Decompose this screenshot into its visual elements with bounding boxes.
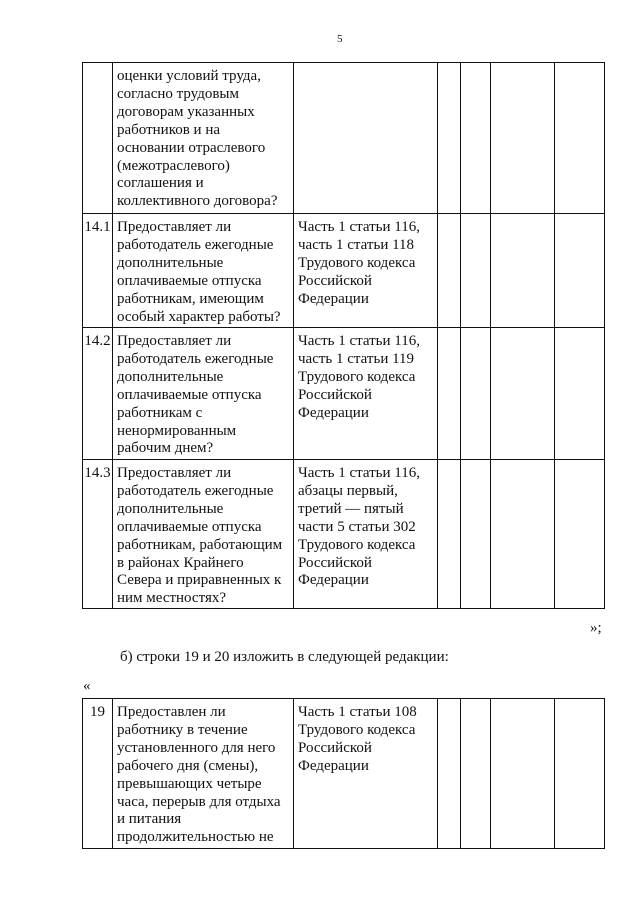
amendment-instruction: б) строки 19 и 20 изложить в следующей редакции: — [120, 649, 449, 665]
amended-rows-table — [82, 698, 605, 849]
question-line: работодатель ежегодные — [117, 350, 274, 367]
question-line: работникам, работающим — [117, 536, 283, 553]
answer-no-cell — [461, 460, 491, 609]
question-line: дополнительные — [117, 254, 224, 271]
question-line: работникам, имеющим — [117, 290, 264, 307]
answer-yes-cell — [438, 328, 461, 460]
table-row — [83, 214, 605, 328]
question-line: работников и на — [117, 121, 221, 138]
answer-not-applicable-cell — [491, 460, 555, 609]
legal-reference-line: абзацы первый, — [298, 482, 398, 499]
notes-cell — [555, 328, 605, 460]
legal-reference-cell — [294, 460, 438, 609]
question-line: превышающих четыре — [117, 775, 262, 792]
question-line: Предоставляет ли — [117, 465, 232, 481]
question-line: дополнительные — [117, 368, 224, 385]
question-line: Предоставляет ли — [117, 333, 232, 349]
question-line: оценки условий труда, — [117, 68, 261, 84]
legal-reference-line: Трудового кодекса — [298, 536, 416, 553]
row-number: 19 — [83, 699, 113, 849]
question-line: оплачиваемые отпуска — [117, 518, 262, 535]
answer-not-applicable-cell — [491, 214, 555, 328]
table-row — [83, 328, 605, 460]
answer-yes-cell — [438, 460, 461, 609]
closing-quote: »; — [590, 620, 602, 636]
legal-reference-line: Российской — [298, 272, 372, 289]
legal-reference-line: Часть 1 статьи 108 — [298, 704, 417, 720]
question-line: коллективного договора? — [117, 193, 278, 210]
question-line: Предоставляет ли — [117, 219, 232, 235]
question-cell — [113, 328, 294, 460]
question-line: часа, перерыв для отдыха — [117, 793, 281, 810]
question-line: Предоставлен ли — [117, 704, 226, 720]
question-line: оплачиваемые отпуска — [117, 386, 262, 403]
legal-reference-line: Российской — [298, 739, 372, 756]
question-line: продолжительностью не — [117, 829, 274, 846]
question-line: работнику в течение — [117, 721, 248, 738]
row-number: 14.2 — [83, 328, 113, 460]
row-number — [83, 63, 113, 214]
answer-yes-cell — [438, 214, 461, 328]
question-line: дополнительные — [117, 500, 224, 517]
question-line: работодатель ежегодные — [117, 236, 274, 253]
legal-reference-line: Российской — [298, 554, 372, 571]
row-number: 14.1 — [83, 214, 113, 328]
notes-cell — [555, 460, 605, 609]
question-line: рабочим днем? — [117, 440, 214, 457]
question-line: работодатель ежегодные — [117, 482, 274, 499]
legal-reference-cell — [294, 328, 438, 460]
question-cell — [113, 699, 294, 849]
legal-reference-line: Часть 1 статьи 116, — [298, 465, 420, 481]
question-line: особый характер работы? — [117, 308, 281, 325]
legal-reference-line: части 5 статьи 302 — [298, 518, 416, 535]
question-cell — [113, 214, 294, 328]
answer-no-cell — [461, 214, 491, 328]
legal-reference-line: Федерации — [298, 404, 369, 421]
legal-reference-cell — [294, 214, 438, 328]
question-line: ненормированным — [117, 422, 237, 439]
question-line: установленного для него — [117, 739, 276, 756]
legal-reference-line: Российской — [298, 386, 372, 403]
legal-reference-line: Федерации — [298, 290, 369, 307]
legal-reference-line: часть 1 статьи 119 — [298, 350, 415, 367]
question-line: и питания — [117, 811, 182, 828]
question-line: работникам с — [117, 404, 203, 421]
legal-reference-cell — [294, 699, 438, 849]
legal-reference-line: Часть 1 статьи 116, — [298, 219, 420, 235]
question-cell — [113, 460, 294, 609]
question-line: согласно трудовым — [117, 85, 240, 102]
legal-reference-line: Трудового кодекса — [298, 368, 416, 385]
row-number: 14.3 — [83, 460, 113, 609]
answer-yes-cell — [438, 699, 461, 849]
notes-cell — [555, 214, 605, 328]
legal-reference-line: третий — пятый — [298, 500, 404, 517]
checklist-table — [82, 62, 605, 609]
legal-reference-line: Федерации — [298, 572, 369, 589]
table-row — [83, 699, 605, 849]
question-line: ним местностях? — [117, 590, 227, 607]
question-line: Севера и приравненных к — [117, 572, 282, 589]
question-line: (межотраслевого) — [117, 157, 230, 174]
question-line: основании отраслевого — [117, 139, 266, 156]
notes-cell — [555, 699, 605, 849]
legal-reference-line: Часть 1 статьи 116, — [298, 333, 420, 349]
table-row — [83, 63, 605, 214]
question-cell — [113, 63, 294, 214]
answer-yes-cell — [438, 63, 461, 214]
legal-reference-line: Трудового кодекса — [298, 721, 416, 738]
table-row — [83, 460, 605, 609]
question-line: в районах Крайнего — [117, 554, 244, 571]
legal-reference-line: часть 1 статьи 118 — [298, 236, 415, 253]
answer-not-applicable-cell — [491, 699, 555, 849]
page-number: 5 — [337, 33, 343, 45]
checklist-table-body — [83, 63, 605, 609]
legal-reference-line: Трудового кодекса — [298, 254, 416, 271]
question-line: рабочего дня (смены), — [117, 757, 259, 774]
legal-reference-line: Федерации — [298, 757, 369, 774]
legal-reference-cell — [294, 63, 438, 214]
question-line: соглашения и — [117, 175, 204, 192]
amended-rows-table-body — [83, 699, 605, 849]
answer-no-cell — [461, 63, 491, 214]
notes-cell — [555, 63, 605, 214]
question-line: договорам указанных — [117, 103, 255, 120]
answer-no-cell — [461, 699, 491, 849]
answer-no-cell — [461, 328, 491, 460]
opening-quote: « — [83, 678, 91, 694]
answer-not-applicable-cell — [491, 63, 555, 214]
answer-not-applicable-cell — [491, 328, 555, 460]
question-line: оплачиваемые отпуска — [117, 272, 262, 289]
